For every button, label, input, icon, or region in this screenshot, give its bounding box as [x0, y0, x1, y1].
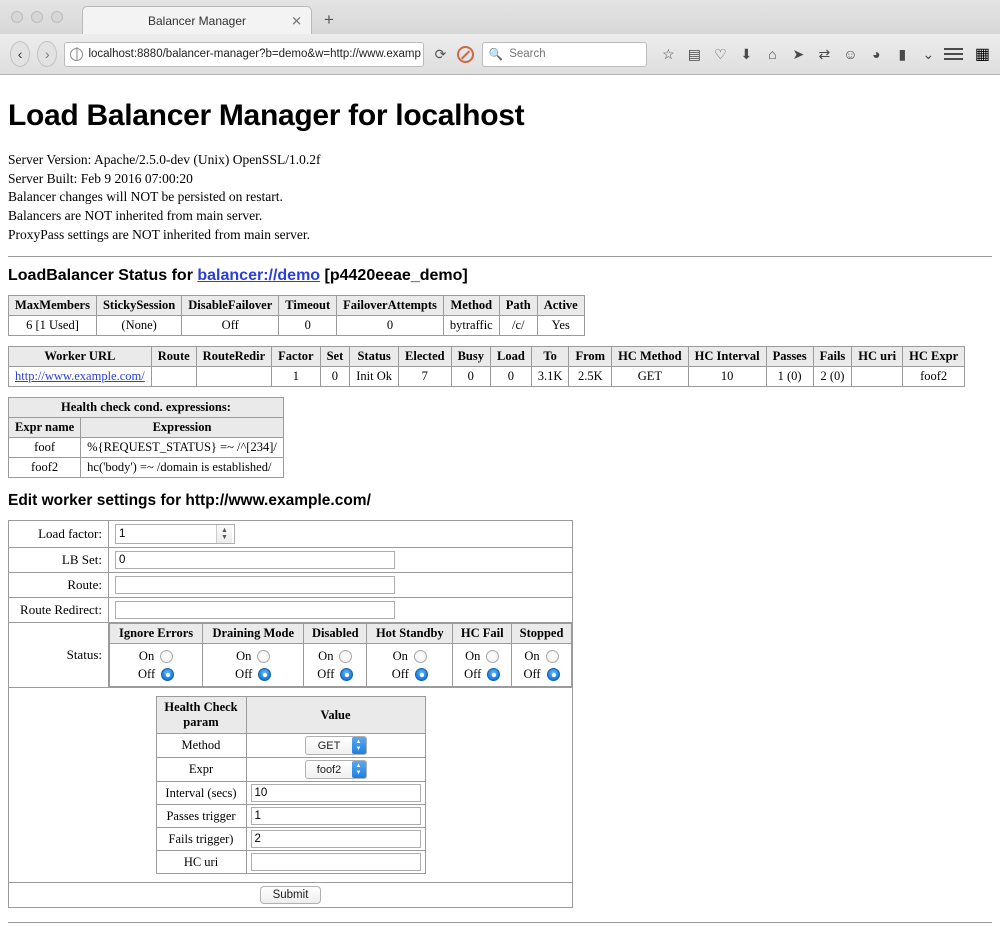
stepper-arrows-icon[interactable]: ▲ ▼ — [216, 525, 232, 543]
stopped-off[interactable] — [517, 665, 566, 683]
hc-fails-label: Fails trigger) — [156, 828, 246, 851]
table-row — [156, 805, 425, 828]
page-title: Load Balancer Manager for localhost — [8, 99, 525, 132]
th-worker-url: Worker URL — [9, 347, 152, 367]
table-row — [156, 828, 425, 851]
hot-standby-on[interactable] — [372, 647, 447, 665]
td-hc-interval: 10 — [688, 367, 766, 387]
td-hot-standby — [367, 644, 453, 687]
edit-worker-form — [8, 520, 573, 908]
table-header-row — [9, 398, 284, 418]
chevron-updown-icon[interactable]: ▲ ▼ — [352, 737, 366, 754]
new-tab-button[interactable]: + — [324, 10, 334, 29]
hc-uri-input[interactable] — [251, 853, 421, 871]
table-header-row — [9, 418, 284, 438]
td-stopped — [512, 644, 572, 687]
globe-icon — [70, 48, 83, 61]
ignore-errors-off[interactable] — [115, 665, 197, 683]
persist-note: Balancer changes will NOT be persisted on restart. — [8, 189, 283, 205]
hc-expr-select[interactable] — [305, 760, 367, 779]
draining-mode-on[interactable] — [208, 647, 298, 665]
radio-on-icon[interactable] — [339, 650, 352, 663]
hc-expr-label: Expr — [156, 758, 246, 782]
form-row-health-check — [9, 688, 573, 883]
submit-button[interactable]: Submit — [260, 886, 322, 904]
table-row — [9, 458, 284, 478]
hc-method-cell — [246, 734, 425, 758]
off-label: Off — [523, 666, 541, 681]
td-routeredir — [196, 367, 272, 387]
td-disablefailover: Off — [182, 316, 279, 336]
lb-set-input[interactable] — [115, 551, 395, 569]
form-row-submit — [9, 883, 573, 908]
health-check-param-table — [156, 696, 426, 874]
disabled-off[interactable] — [309, 665, 361, 683]
route-redirect-input[interactable] — [115, 601, 395, 619]
hc-method-select[interactable] — [305, 736, 367, 755]
forward-button[interactable]: › — [37, 41, 57, 67]
route-redirect-label: Route Redirect: — [9, 598, 109, 623]
status-table — [109, 623, 572, 687]
search-placeholder: Search — [509, 48, 546, 60]
th-hc-param: Health Check param — [156, 697, 246, 734]
health-check-cell — [9, 688, 573, 883]
divider-bottom — [8, 922, 992, 923]
menu-icon[interactable] — [944, 45, 963, 63]
td-stickysession: (None) — [96, 316, 181, 336]
td-hc-uri — [852, 367, 903, 387]
back-button[interactable]: ‹ — [10, 41, 30, 67]
off-label: Off — [317, 666, 335, 681]
url-text: localhost:8880/balancer-manager?b=demo&w=http://www.examp — [88, 48, 421, 60]
th-method: Method — [443, 296, 499, 316]
hc-passes-label: Passes trigger — [156, 805, 246, 828]
radio-off-icon[interactable] — [258, 668, 271, 681]
th-stickysession: StickySession — [96, 296, 181, 316]
worker-table — [8, 346, 965, 387]
hc-passes-cell — [246, 805, 425, 828]
lb-set-cell — [109, 548, 573, 573]
server-version: Server Version: Apache/2.5.0-dev (Unix) OpenSSL/1.0.2f — [8, 152, 321, 167]
hc-interval-input[interactable] — [251, 784, 421, 802]
td-expr-name: foof — [9, 438, 81, 458]
route-input[interactable] — [115, 576, 395, 594]
table-header-row — [156, 697, 425, 734]
balancer-link[interactable]: balancer://demo — [197, 267, 321, 285]
search-input[interactable] — [482, 42, 647, 67]
blocker-icon[interactable] — [457, 42, 475, 66]
td-ignore-errors — [110, 644, 203, 687]
table-row — [156, 851, 425, 874]
on-label: On — [392, 648, 408, 663]
td-passes: 1 (0) — [766, 367, 813, 387]
table-header-row — [9, 347, 965, 367]
table-header-row — [9, 296, 585, 316]
td-set: 0 — [320, 367, 350, 387]
th-route: Route — [151, 347, 196, 367]
navigation-bar — [0, 34, 1000, 74]
th-status: Status — [350, 347, 399, 367]
th-disablefailover: DisableFailover — [182, 296, 279, 316]
td-route — [151, 367, 196, 387]
td-active: Yes — [537, 316, 584, 336]
stopped-on[interactable] — [517, 647, 566, 665]
th-expr-name: Expr name — [9, 418, 81, 438]
hc-method-label: Method — [156, 734, 246, 758]
status-label: Status: — [9, 623, 109, 688]
page-content — [0, 75, 1000, 923]
td-path: /c/ — [499, 316, 537, 336]
health-check-expressions-table — [8, 397, 284, 478]
status-radio-row — [110, 644, 572, 687]
radio-on-icon[interactable] — [414, 650, 427, 663]
th-timeout: Timeout — [279, 296, 337, 316]
hc-fail-on[interactable] — [458, 647, 506, 665]
th-routeredir: RouteRedir — [196, 347, 272, 367]
td-disabled — [304, 644, 367, 687]
th-path: Path — [499, 296, 537, 316]
menu-area — [944, 44, 990, 64]
th-active: Active — [537, 296, 584, 316]
th-elected: Elected — [399, 347, 452, 367]
table-row — [9, 316, 585, 336]
th-busy: Busy — [451, 347, 490, 367]
status-cell — [109, 623, 573, 688]
on-label: On — [318, 648, 334, 663]
balancer-status-heading — [8, 267, 992, 285]
window-controls[interactable] — [11, 11, 63, 23]
th-disabled: Disabled — [304, 624, 367, 644]
hc-passes-input[interactable] — [251, 807, 421, 825]
hc-uri-label: HC uri — [156, 851, 246, 874]
td-hc-expr: foof2 — [903, 367, 965, 387]
radio-on-icon[interactable] — [257, 650, 270, 663]
tab-strip — [82, 0, 334, 34]
off-label: Off — [464, 666, 482, 681]
route-redirect-cell — [109, 598, 573, 623]
load-factor-cell — [109, 521, 573, 548]
on-label: On — [465, 648, 481, 663]
th-passes: Passes — [766, 347, 813, 367]
close-icon[interactable]: ✕ — [291, 13, 302, 28]
battery-icon[interactable]: ▮ — [898, 46, 907, 62]
toolbar-icons — [660, 47, 937, 61]
load-factor-stepper[interactable] — [115, 524, 235, 544]
td-busy: 0 — [451, 367, 490, 387]
server-built: Server Built: Feb 9 2016 07:00:20 — [8, 170, 193, 186]
search-icon: 🔍 — [488, 49, 504, 61]
form-row-load-factor — [9, 521, 573, 548]
proxypass-note: ProxyPass settings are NOT inherited from main server. — [8, 226, 310, 242]
th-stopped: Stopped — [512, 624, 572, 644]
td-draining-mode — [203, 644, 304, 687]
table-row — [9, 367, 965, 387]
lb-set-label: LB Set: — [9, 548, 109, 573]
td-failoverattempts: 0 — [337, 316, 444, 336]
hot-standby-off[interactable] — [372, 665, 447, 683]
th-failoverattempts: FailoverAttempts — [337, 296, 444, 316]
td-expr-name: foof2 — [9, 458, 81, 478]
disabled-on[interactable] — [309, 647, 361, 665]
chevron-updown-icon[interactable]: ▲ ▼ — [352, 761, 366, 778]
download-icon[interactable]: ⬇ — [740, 46, 753, 62]
balancer-heading-prefix: LoadBalancer Status for — [8, 267, 198, 285]
radio-on-icon[interactable] — [546, 650, 559, 663]
table-row — [156, 758, 425, 782]
on-label: On — [138, 648, 155, 663]
smiley-icon[interactable]: ☺ — [843, 46, 858, 62]
tab-balancer-manager[interactable] — [82, 6, 312, 34]
td-elected: 7 — [399, 367, 452, 387]
td-hc-method: GET — [612, 367, 689, 387]
table-row — [156, 734, 425, 758]
radio-off-icon[interactable] — [487, 668, 500, 681]
pocket-icon[interactable]: ♡ — [714, 46, 727, 62]
radio-on-icon[interactable] — [160, 650, 173, 663]
title-bar — [0, 0, 1000, 34]
td-load: 0 — [491, 367, 532, 387]
form-row-route — [9, 573, 573, 598]
server-info — [8, 151, 992, 244]
off-label: Off — [391, 666, 409, 681]
route-cell — [109, 573, 573, 598]
maximize-window-button[interactable] — [51, 11, 63, 23]
td-maxmembers: 6 [1 Used] — [9, 316, 97, 336]
td-fails: 2 (0) — [813, 367, 852, 387]
th-load: Load — [491, 347, 532, 367]
grid-icon[interactable]: ▦ — [974, 46, 990, 63]
load-factor-input[interactable] — [116, 528, 216, 540]
minimize-window-button[interactable] — [31, 11, 43, 23]
th-hc-uri: HC uri — [852, 347, 903, 367]
th-hc-value: Value — [246, 697, 425, 734]
address-bar[interactable] — [64, 42, 424, 67]
send-icon[interactable]: ➤ — [792, 46, 805, 62]
hc-interval-cell — [246, 782, 425, 805]
sync-icon[interactable]: ⇄ — [818, 46, 831, 62]
divider — [8, 256, 992, 257]
palette-icon[interactable]: ◕ — [872, 46, 881, 62]
hc-expr-cell — [246, 758, 425, 782]
load-factor-label: Load factor: — [9, 521, 109, 548]
balancer-heading-suffix: [p4420eeae_demo] — [320, 267, 468, 285]
reader-icon[interactable]: ▤ — [687, 46, 701, 62]
table-row — [156, 782, 425, 805]
td-to: 3.1K — [531, 367, 569, 387]
radio-off-icon[interactable] — [161, 668, 174, 681]
td-method: bytraffic — [443, 316, 499, 336]
form-row-status — [9, 623, 573, 688]
inherit-note: Balancers are NOT inherited from main server. — [8, 207, 263, 223]
chevron-down-icon[interactable]: ⌄ — [922, 46, 935, 62]
th-draining-mode: Draining Mode — [203, 624, 304, 644]
th-hot-standby: Hot Standby — [367, 624, 453, 644]
radio-on-icon[interactable] — [486, 650, 499, 663]
th-hc-method: HC Method — [612, 347, 689, 367]
hc-uri-cell — [246, 851, 425, 874]
browser-chrome — [0, 0, 1000, 75]
hc-expr-value: foof2 — [316, 763, 342, 776]
star-icon[interactable]: ☆ — [662, 46, 675, 62]
th-to: To — [531, 347, 569, 367]
td-expression: hc('body') =~ /domain is established/ — [81, 458, 284, 478]
radio-off-icon[interactable] — [547, 668, 560, 681]
td-status: Init Ok — [350, 367, 399, 387]
form-row-route-redirect — [9, 598, 573, 623]
edit-worker-heading: Edit worker settings for http://www.example.com/ — [8, 492, 371, 510]
form-row-lb-set — [9, 548, 573, 573]
td-timeout: 0 — [279, 316, 337, 336]
hc-method-value: GET — [317, 739, 341, 752]
th-fails: Fails — [813, 347, 852, 367]
route-label: Route: — [9, 573, 109, 598]
td-factor: 1 — [272, 367, 320, 387]
hc-fail-off[interactable] — [458, 665, 506, 683]
td-worker-url[interactable] — [9, 367, 152, 387]
off-label: Off — [235, 666, 253, 681]
th-from: From — [569, 347, 612, 367]
home-icon[interactable]: ⌂ — [768, 46, 777, 62]
on-label: On — [524, 648, 540, 663]
th-hc-expr: HC Expr — [903, 347, 965, 367]
th-hc-interval: HC Interval — [688, 347, 766, 367]
td-hc-fail — [453, 644, 512, 687]
th-set: Set — [320, 347, 350, 367]
hc-fails-input[interactable] — [251, 830, 421, 848]
tab-label: Balancer Manager — [147, 13, 247, 28]
hc-fails-cell — [246, 828, 425, 851]
ignore-errors-on[interactable] — [115, 647, 197, 665]
th-hc-fail: HC Fail — [453, 624, 512, 644]
radio-off-icon[interactable] — [340, 668, 353, 681]
radio-off-icon[interactable] — [415, 668, 428, 681]
th-maxmembers: MaxMembers — [9, 296, 97, 316]
draining-mode-off[interactable] — [208, 665, 298, 683]
off-label: Off — [137, 666, 156, 681]
on-label: On — [236, 648, 252, 663]
th-factor: Factor — [272, 347, 320, 367]
worker-url-link[interactable]: http://www.example.com/ — [15, 369, 145, 384]
th-ignore-errors: Ignore Errors — [110, 624, 203, 644]
balancer-table — [8, 295, 585, 336]
table-header-row — [110, 624, 572, 644]
reload-icon[interactable]: ⟳ — [434, 45, 447, 62]
td-expression: %{REQUEST_STATUS} =~ /^[234]/ — [81, 438, 284, 458]
submit-cell — [9, 883, 573, 908]
hc-expr-caption: Health check cond. expressions: — [9, 398, 284, 418]
table-row — [9, 438, 284, 458]
hc-interval-label: Interval (secs) — [156, 782, 246, 805]
th-expression: Expression — [81, 418, 284, 438]
td-from: 2.5K — [569, 367, 612, 387]
close-window-button[interactable] — [11, 11, 23, 23]
